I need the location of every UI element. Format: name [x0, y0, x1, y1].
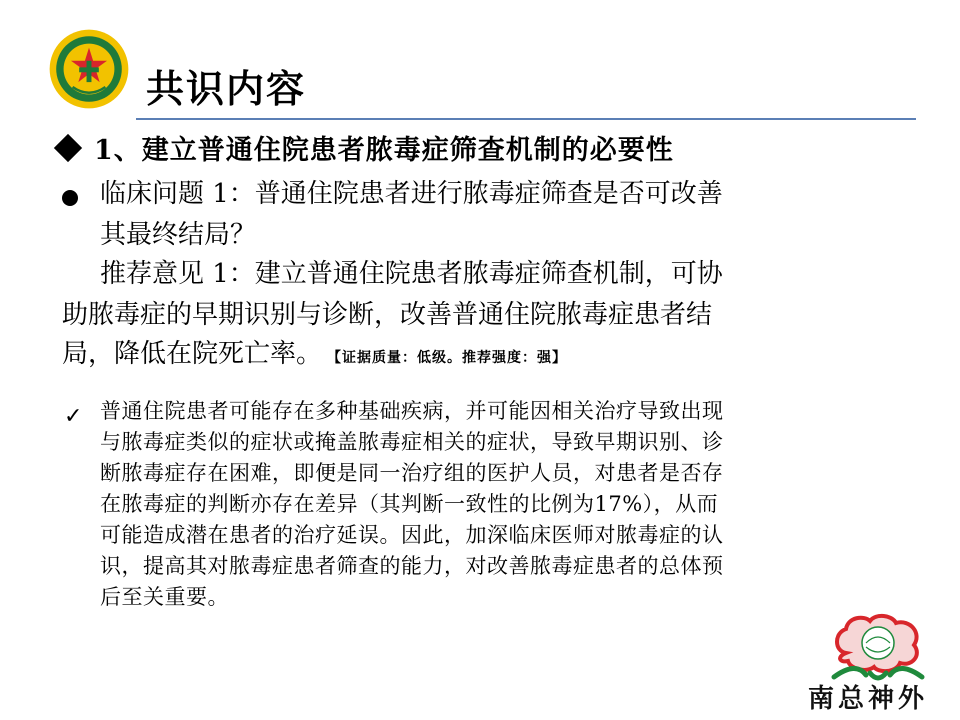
explanation-line-2: 与脓毒症类似的症状或掩盖脓毒症相关的症状，导致早期识别、诊: [100, 430, 724, 454]
explanation-line-4: 在脓毒症的判断亦存在差异（其判断一致性的比例为17%），从而: [100, 492, 719, 516]
recommendation-line-1: 推荐意见 1：建立普通住院患者脓毒症筛查机制，可协: [100, 259, 723, 289]
diamond-bullet: [54, 133, 82, 161]
explanation-line-3: 断脓毒症存在困难，即便是同一治疗组的医护人员，对患者是否存: [100, 461, 724, 485]
explanation-line-7: 后至关重要。: [100, 585, 229, 609]
army-hospital-emblem-icon: [48, 28, 130, 110]
brand-caption: 南总神外: [808, 684, 929, 714]
section-heading: [52, 128, 674, 167]
explanation-line-5: 可能造成潜在患者的治疗延误。因此，加深临床医师对脓毒症的认: [100, 523, 724, 547]
title-divider: [136, 118, 916, 120]
explanation-line-6: 识，提高其对脓毒症患者筛查的能力，对改善脓毒症患者的总体预: [100, 554, 724, 578]
section-heading-text: 1、建立普通住院患者脓毒症筛查机制的必要性: [94, 135, 674, 166]
recommendation-line-3: [62, 334, 567, 379]
question-bullet: [62, 190, 78, 206]
page-title: 共识内容: [146, 66, 307, 111]
clinical-question-line-2: 其最终结局？: [100, 220, 257, 250]
explanation-line-1: 普通住院患者可能存在多种基础疾病，并可能因相关治疗导致出现: [100, 399, 724, 423]
recommendation-text: 局，降低在院死亡率。: [62, 339, 323, 369]
clinical-question-line-1: 临床问题 1：普通住院患者进行脓毒症筛查是否可改善: [100, 179, 723, 209]
evidence-grade: 【证据质量：低级。推荐强度：强】: [334, 350, 568, 366]
check-mark-icon: ✓: [64, 404, 83, 429]
recommendation-line-2: 助脓毒症的早期识别与诊断，改善普通住院脓毒症患者结: [62, 300, 713, 330]
